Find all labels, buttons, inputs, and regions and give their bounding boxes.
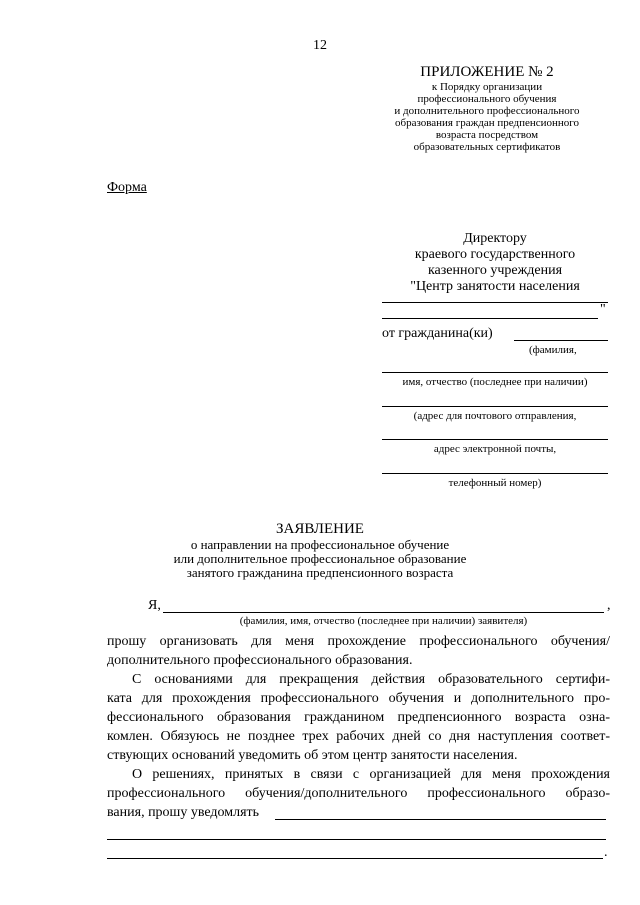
appendix-line: к Порядку организации (431, 81, 543, 93)
notify-label: вания, прошу уведомлять (107, 805, 260, 820)
paragraph-line: дополнительного профессионального образования. (107, 653, 413, 668)
statement-subtitle-line: о направлении на профессиональное обучение (190, 537, 450, 552)
closing-quote: " (600, 302, 606, 317)
appendix-block (360, 64, 614, 153)
addressee-line: краевого государственного (414, 247, 576, 262)
paragraph-line: комлен. Обязуюсь не позднее трех рабочих дней со дня наступления соответ- (107, 729, 610, 744)
notify-blank-line[interactable] (107, 839, 606, 840)
appendix-line: образовательных сертификатов (413, 141, 561, 153)
email-blank-line[interactable] (382, 439, 608, 440)
paragraph-line: ствующих оснований уведомить об этом центр занятости населения. (107, 748, 518, 763)
i-label: Я, (148, 598, 161, 613)
email-hint: адрес электронной почты, (433, 443, 557, 455)
statement-subtitle-line: или дополнительное профессиональное образование (173, 551, 467, 566)
surname-blank-line[interactable] (514, 340, 608, 341)
name-hint: имя, отчество (последнее при наличии) (402, 376, 588, 388)
applicant-hint: (фамилия, имя, отчество (последнее при наличии) заявителя) (239, 615, 528, 627)
surname-hint: (фамилия, (529, 344, 577, 356)
addressee-blank-line[interactable] (382, 302, 608, 303)
paragraph-line: ката для прохождения профессионального обучения и дополнительного про- (107, 691, 610, 706)
paragraph-line: С основаниями для прекращения действия образовательного сертифи- (132, 672, 610, 687)
addressee-block (380, 231, 610, 295)
end-dot: . (604, 845, 608, 860)
statement-heading (150, 520, 490, 580)
phone-blank-line[interactable] (382, 473, 608, 474)
address-hint: (адрес для почтового отправления, (413, 410, 577, 422)
appendix-title: ПРИЛОЖЕНИЕ № 2 (420, 64, 554, 80)
appendix-line: образования граждан предпенсионного (394, 117, 580, 129)
addressee-line: казенного учреждения (427, 263, 563, 278)
name-blank-line[interactable] (382, 372, 608, 373)
address-blank-line[interactable] (382, 406, 608, 407)
addressee-line: "Центр занятости населения (410, 279, 580, 294)
form-label: Форма (107, 180, 147, 195)
notify-blank-line[interactable] (275, 819, 606, 820)
statement-title: ЗАЯВЛЕНИЕ (276, 521, 364, 537)
addressee-blank-line[interactable] (382, 318, 598, 319)
appendix-line: возраста посредством (435, 129, 539, 141)
paragraph-line: прошу организовать для меня прохождение профессионального обучения/ (107, 634, 610, 649)
appendix-line: и дополнительного профессионального (394, 105, 580, 117)
paragraph-line: фессионального образования гражданином предпенсионного возраста озна- (107, 710, 610, 725)
paragraph-line: профессионального обучения/дополнительного профессионального образо- (107, 786, 610, 801)
page-number: 12 (313, 38, 327, 53)
statement-subtitle-line: занятого гражданина предпенсионного возраста (186, 565, 454, 580)
appendix-line: профессионального обучения (417, 93, 557, 105)
addressee-line: Директору (463, 231, 527, 246)
notify-blank-line[interactable] (107, 858, 603, 859)
applicant-comma: , (607, 598, 611, 613)
phone-hint: телефонный номер) (448, 477, 542, 489)
from-citizen-label: от гражданина(ки) (382, 326, 493, 341)
applicant-blank-line[interactable] (163, 612, 604, 613)
paragraph-line: О решениях, принятых в связи с организацией для меня прохождения (132, 767, 610, 782)
